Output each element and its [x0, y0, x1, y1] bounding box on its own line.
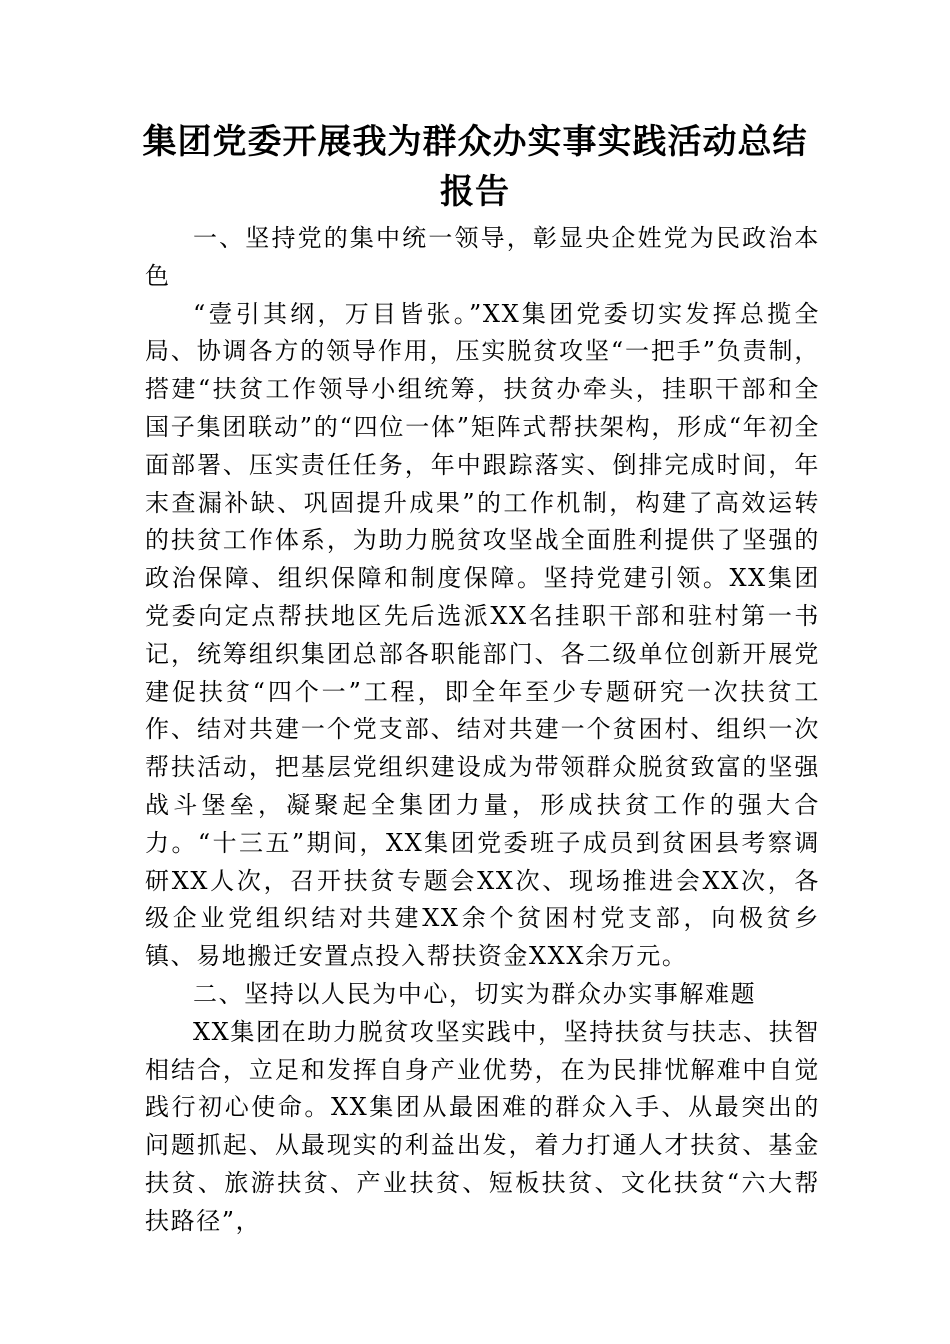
body-paragraph-1: “壹引其纲，万目皆张。”XX集团党委切实发挥总揽全局、协调各方的领导作用，压实脱贫攻坚“一把手”负责制，搭建“扶贫工作领导小组统筹，扶贫办牵头，挂职干部和全国子集团联动”的“四位一体”矩阵式帮扶架构，形成“年初全面部署、压实责任任务，年中跟踪落实、倒排完成时间，年末查漏补缺、巩固提升成果”的工作机制，构建了高效运转的扶贫工作体系，为助力脱贫攻坚战全面胜利提供了坚强的政治保障、组织保障和制度保障。坚持党建引领。XX集团党委向定点帮扶地区先后选派XX名挂职干部和驻村第一书记，统筹组织集团总部各职能部门、各二级单位创新开展党建促扶贫“四个一”工程，即全年至少专题研究一次扶贫工作、结对共建一个党支部、结对共建一个贫困村、组织一次帮扶活动，把基层党组织建设成为带领群众脱贫致富的坚强战斗堡垒，凝聚起全集团力量，形成扶贫工作的强大合力。“十三五”期间，XX集团党委班子成员到贫困县考察调研XX人次，召开扶贫专题会XX次、现场推进会XX次，各级企业党组织结对共建XX余个贫困村党支部，向极贫乡镇、易地搬迁安置点投入帮扶资金XXX余万元。 [145, 299, 820, 971]
document-body [145, 220, 820, 1241]
body-paragraph-2: XX集团在助力脱贫攻坚实践中，坚持扶贫与扶志、扶智相结合，立足和发挥自身产业优势，在为民排忧解难中自觉践行初心使命。XX集团从最困难的群众入手、从最突出的问题抓起、从最现实的利益出发，着力打通人才扶贫、基金扶贫、旅游扶贫、产业扶贫、短板扶贫、文化扶贫“六大帮扶路径”， [145, 1017, 820, 1235]
section-heading-1: 一、坚持党的集中统一领导，彰显央企姓党为民政治本色 [145, 224, 820, 290]
document-title-line-1: 集团党委开展我为群众办实事实践活动总结 [142, 122, 808, 162]
document-title-line-2: 报告 [440, 172, 510, 212]
section-heading-2: 二、坚持以人民为中心，切实为群众办实事解难题 [193, 979, 757, 1008]
